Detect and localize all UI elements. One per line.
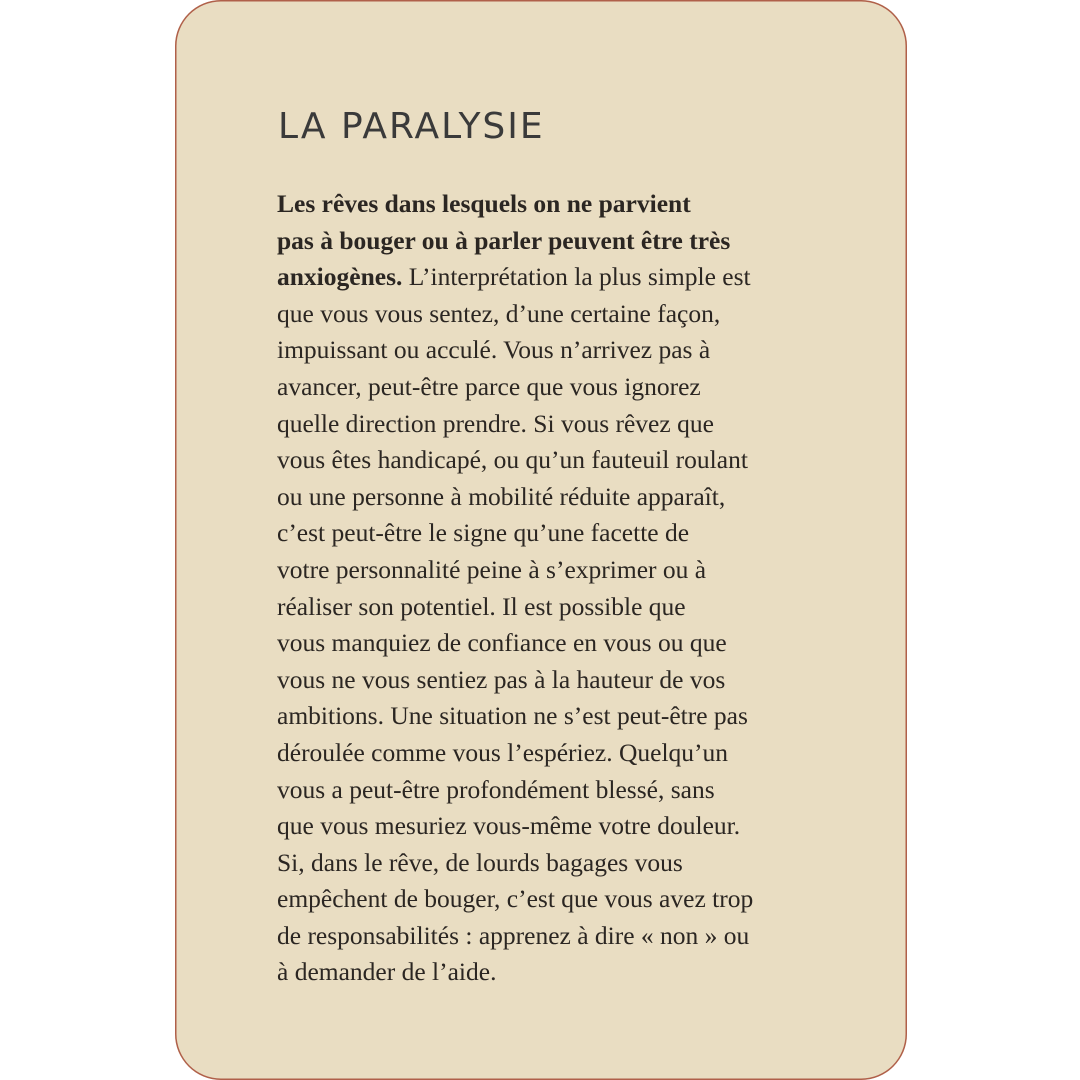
text-line <box>277 332 877 369</box>
text-line <box>277 772 877 809</box>
text-line <box>277 845 877 882</box>
text-line <box>277 515 877 552</box>
text-line <box>277 954 877 991</box>
regular-text: que vous vous sentez, d’une certaine façon, <box>277 298 721 328</box>
bold-text: Les rêves dans lesquels on ne parvient <box>277 189 691 218</box>
card-body-text <box>277 186 877 991</box>
regular-text: vous a peut-être profondément blessé, sans <box>277 774 715 804</box>
text-line <box>277 259 877 296</box>
text-line <box>277 589 877 626</box>
regular-text: vous manquiez de confiance en vous ou que <box>277 628 727 658</box>
regular-text: à demander de l’aide. <box>277 957 497 987</box>
text-line <box>277 698 877 735</box>
text-line <box>277 735 877 772</box>
regular-text: ou une personne à mobilité réduite apparaît, <box>277 481 726 511</box>
card <box>175 0 907 1080</box>
regular-text: avancer, peut-être parce que vous ignorez <box>277 371 701 401</box>
text-line <box>277 223 877 260</box>
text-line <box>277 186 877 223</box>
regular-text: déroulée comme vous l’espériez. Quelqu’un <box>277 737 729 767</box>
text-line <box>277 479 877 516</box>
regular-text: quelle direction prendre. Si vous rêvez que <box>277 408 714 438</box>
text-line <box>277 552 877 589</box>
regular-text: impuissant ou acculé. Vous n’arrivez pas à <box>277 335 711 365</box>
text-line <box>277 662 877 699</box>
text-line <box>277 881 877 918</box>
regular-text: réaliser son potentiel. Il est possible que <box>277 591 686 621</box>
regular-text: que vous mesuriez vous-même votre douleur. <box>277 811 741 841</box>
text-line <box>277 442 877 479</box>
regular-text: votre personnalité peine à s’exprimer ou à <box>277 554 707 584</box>
bold-text: anxiogènes. <box>277 262 403 292</box>
regular-text: L’interprétation la plus simple est <box>402 262 751 292</box>
regular-text: vous ne vous sentiez pas à la hauteur de vos <box>277 664 726 694</box>
card-title: LA PARALYSIE <box>278 106 545 147</box>
regular-text: ambitions. Une situation ne s’est peut-être pas <box>277 701 748 731</box>
text-line <box>277 296 877 333</box>
regular-text: empêchent de bouger, c’est que vous avez trop <box>277 884 754 914</box>
text-line <box>277 918 877 955</box>
bold-text: pas à bouger ou à parler peuvent être très <box>277 225 731 255</box>
text-line <box>277 369 877 406</box>
regular-text: Si, dans le rêve, de lourds bagages vous <box>277 847 683 877</box>
regular-text: de responsabilités : apprenez à dire « non » ou <box>277 920 750 950</box>
regular-text: vous êtes handicapé, ou qu’un fauteuil roulant <box>277 445 748 475</box>
text-line <box>277 406 877 443</box>
text-line <box>277 625 877 662</box>
regular-text: c’est peut-être le signe qu’une facette de <box>277 518 690 548</box>
text-line <box>277 808 877 845</box>
